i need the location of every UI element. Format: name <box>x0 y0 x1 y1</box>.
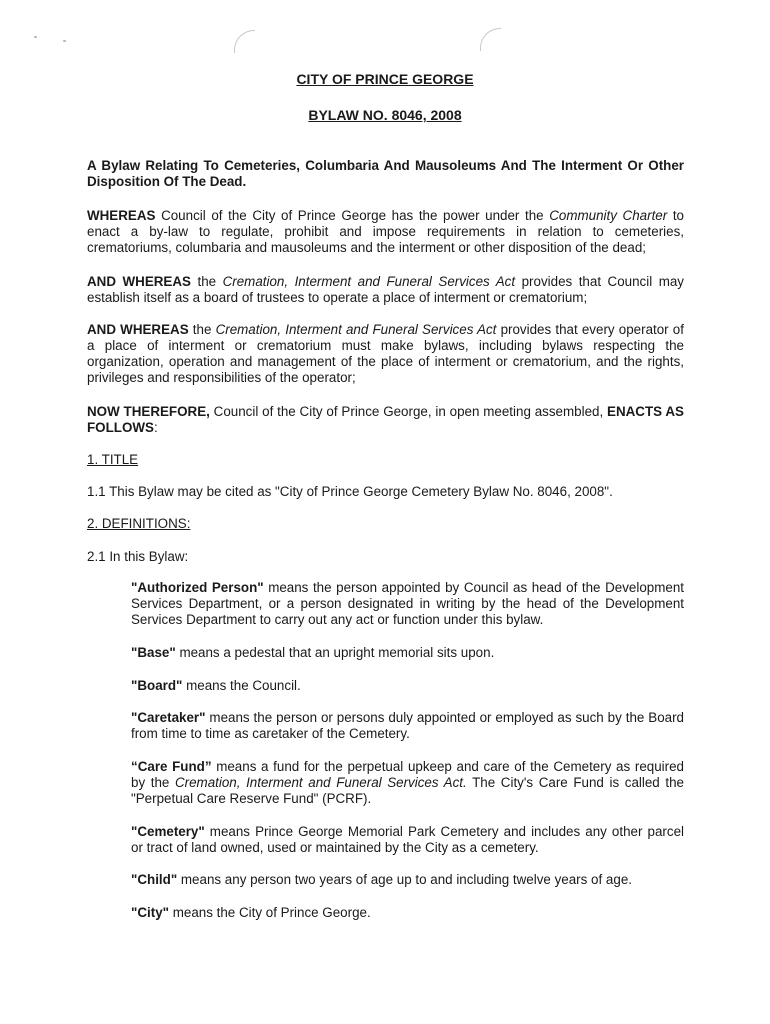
definition-term: “Care Fund” <box>131 759 212 774</box>
definition-text: means the person or persons duly appointed or employed as such by the Board from time to time as caretaker of the Cemetery. <box>131 710 684 741</box>
definition-authorized-person <box>131 580 684 628</box>
definition-term: "Board" <box>131 678 183 693</box>
whereas-text: the <box>190 274 223 289</box>
whereas-lead: AND WHEREAS <box>87 274 191 289</box>
whereas-text: provides that every operator of a place of interment or crematorium must make bylaws, including bylaws respecting the organization, operation and management of the place of interment or crematorium, and the rights, privileges and responsibilities of the operator; <box>87 322 684 385</box>
definition-text: means a fund for the perpetual upkeep and care of the Cemetery as required by the <box>131 759 684 790</box>
bylaw-title: A Bylaw Relating To Cemeteries, Columbaria And Mausoleums And The Interment Or Other Disposition Of The Dead. <box>87 158 684 189</box>
now-lead: NOW THEREFORE, <box>87 404 210 419</box>
definition-term: "Cemetery" <box>131 824 205 839</box>
definition-text: means the Council. <box>182 678 301 693</box>
scan-mark <box>234 30 255 53</box>
definition-text: means any person two years of age up to and including twelve years of age. <box>177 872 632 887</box>
section-title-heading: 1. TITLE <box>87 452 139 467</box>
definition-text: means a pedestal that an upright memorial sits upon. <box>175 645 495 660</box>
definition-text: means Prince George Memorial Park Cemetery and includes any other parcel or tract of land owned, used or maintained by the City as a cemetery. <box>131 824 684 855</box>
now-therefore-paragraph <box>87 404 684 436</box>
enacts-text: ENACTS AS FOLLOWS <box>87 404 684 435</box>
definition-base <box>131 645 684 661</box>
whereas-paragraph-3 <box>87 322 684 386</box>
definition-text: The City's Care Fund is called the "Perpetual Care Reserve Fund" (PCRF). <box>131 775 684 806</box>
whereas-paragraph-2 <box>87 274 684 306</box>
now-end: : <box>153 420 158 435</box>
whereas-italic: Cremation, Interment and Funeral Services Act <box>222 274 516 289</box>
whereas-italic: Cremation, Interment and Funeral Services Act <box>215 322 497 337</box>
whereas-text: the <box>188 322 216 337</box>
whereas-text: Council of the City of Prince George has the power under the <box>155 208 550 223</box>
definition-board <box>131 678 684 694</box>
definition-term: "Base" <box>131 645 176 660</box>
definition-city <box>131 905 684 921</box>
scan-mark <box>480 28 501 51</box>
scan-speck <box>63 40 66 42</box>
definition-text: means the person appointed by Council as head of the Development Services Department, or a person designated in writing by the head of the Development Services Department to carry out any act or function under this bylaw. <box>131 580 684 627</box>
now-text: Council of the City of Prince George, in open meeting assembled, <box>209 404 608 419</box>
whereas-paragraph-1 <box>87 208 684 256</box>
bylaw-heading: BYLAW NO. 8046, 2008 <box>308 107 462 123</box>
scan-speck <box>34 36 37 38</box>
citation-clause: 1.1 This Bylaw may be cited as "City of Prince George Cemetery Bylaw No. 8046, 2008". <box>87 484 613 499</box>
whereas-lead: AND WHEREAS <box>87 322 189 337</box>
definition-term: "Authorized Person" <box>131 580 264 595</box>
definition-child <box>131 872 684 888</box>
whereas-italic: Community Charter <box>549 208 668 223</box>
whereas-lead: WHEREAS <box>87 208 156 223</box>
section-definitions-heading: 2. DEFINITIONS: <box>87 516 191 531</box>
definition-care-fund <box>131 759 684 807</box>
definition-term: "Child" <box>131 872 178 887</box>
definitions-intro: 2.1 In this Bylaw: <box>87 549 189 564</box>
definition-italic: Cremation, Interment and Funeral Services Act. <box>174 775 467 790</box>
definition-term: "Caretaker" <box>131 710 206 725</box>
definition-term: "City" <box>131 905 169 920</box>
definition-caretaker <box>131 710 684 742</box>
definition-text: means the City of Prince George. <box>169 905 371 920</box>
whereas-text: to enact a by-law to regulate, prohibit and impose requirements in relation to cemeteries, crematoriums, columbaria and mausoleums and the interment or other disposition of the dead; <box>87 208 684 255</box>
definition-cemetery <box>131 824 684 856</box>
whereas-text: provides that Council may establish itself as a board of trustees to operate a place of interment or crematorium; <box>87 274 684 305</box>
city-heading: CITY OF PRINCE GEORGE <box>296 71 474 87</box>
